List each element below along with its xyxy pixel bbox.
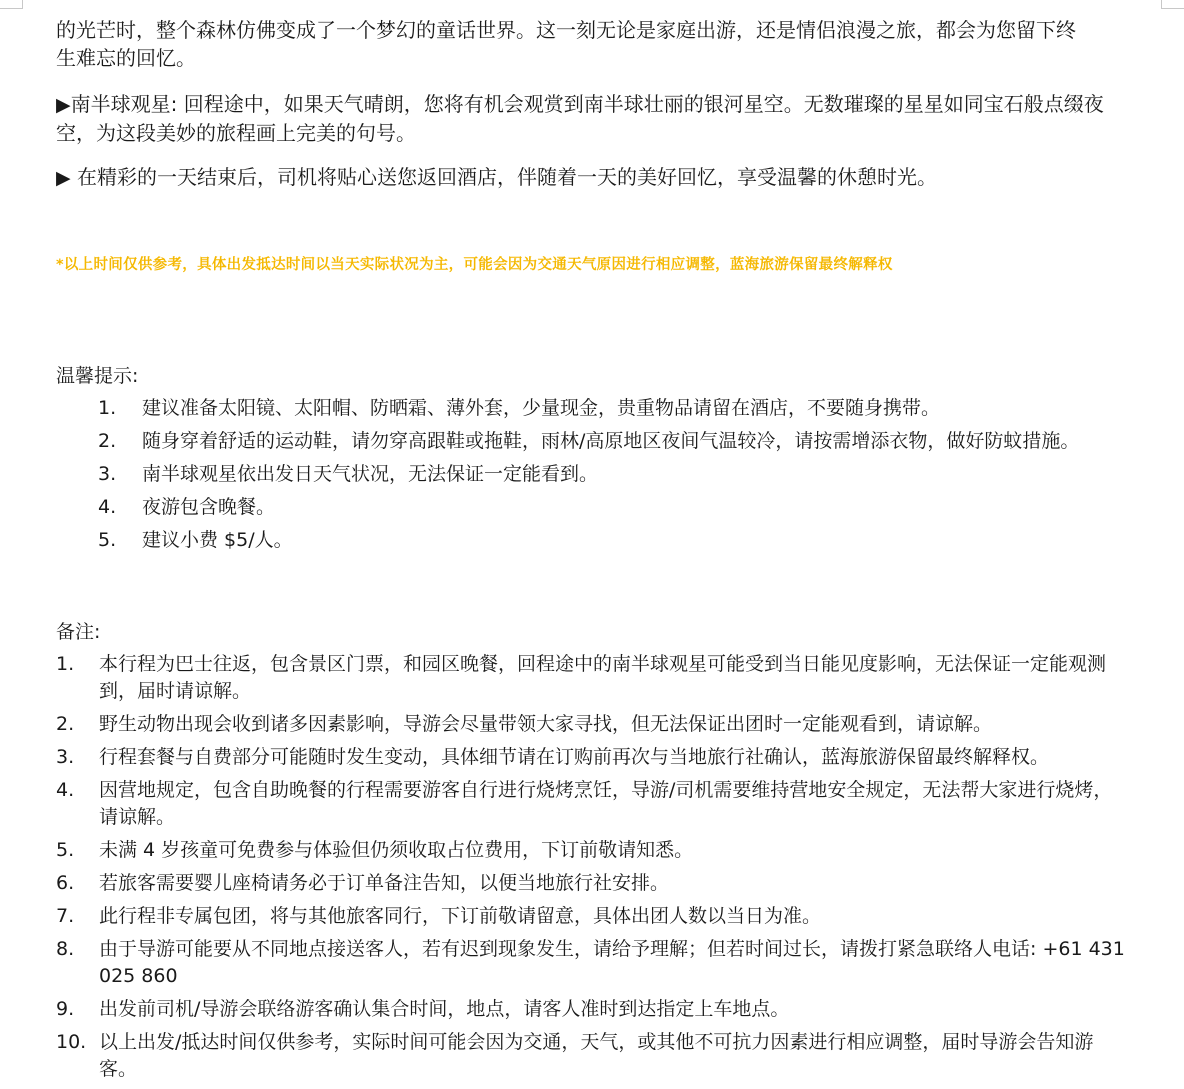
item-number: 7. (56, 905, 75, 927)
list-item (56, 837, 1131, 864)
list-item (98, 494, 1128, 521)
item-number: 4. (56, 779, 75, 801)
list-item (98, 461, 1128, 488)
item-number: 5. (98, 529, 117, 551)
stargazing-text: 南半球观星: 回程途中，如果天气晴朗，您将有机会观赏到南半球壮丽的银河星空。无数璀璨的星星如同宝石般点缀夜空，为这段美妙的旅程画上完美的句号。 (56, 92, 1104, 145)
page-corner-mark-left (0, 0, 23, 9)
item-number: 8. (56, 938, 75, 960)
item-number: 6. (56, 872, 75, 894)
play-triangle-icon: ▶ (56, 94, 71, 116)
item-text: 建议准备太阳镜、太阳帽、防晒霜、薄外套，少量现金，贵重物品请留在酒店，不要随身携带。 (142, 397, 941, 419)
tips-title: 温馨提示: (56, 365, 139, 387)
intro-text: 的光芒时，整个森林仿佛变成了一个梦幻的童话世界。这一刻无论是家庭出游，还是情侣浪漫之旅，都会为您留下终生难忘的回忆。 (56, 18, 1076, 70)
list-item (98, 395, 1128, 422)
list-item (56, 870, 1131, 897)
list-item (98, 527, 1128, 554)
item-number: 10. (56, 1031, 87, 1053)
stargazing-paragraph (56, 90, 1121, 147)
return-trip-text: 在精彩的一天结束后，司机将贴心送您返回酒店，伴随着一天的美好回忆，享受温馨的休憩时光。 (70, 165, 937, 189)
list-item (56, 711, 1131, 738)
item-text: 由于导游可能要从不同地点接送客人，若有迟到现象发生，请给予理解；但若时间过长，请拨打紧急联络人电话: +61 431 025 860 (99, 938, 1125, 987)
list-item (56, 996, 1131, 1023)
notes-title: 备注: (56, 621, 101, 643)
item-text: 此行程非专属包团，将与其他旅客同行，下订前敬请留意，具体出团人数以当日为准。 (99, 905, 822, 927)
item-text: 夜游包含晚餐。 (142, 496, 276, 518)
item-text: 本行程为巴士往返，包含景区门票，和园区晚餐，回程途中的南半球观星可能受到当日能见度影响，无法保证一定能观测到，届时请谅解。 (99, 653, 1107, 702)
item-text: 野生动物出现会收到诸多因素影响，导游会尽量带领大家寻找，但无法保证出团时一定能观看到，请谅解。 (99, 713, 993, 735)
list-item (98, 428, 1128, 455)
item-number: 5. (56, 839, 75, 861)
item-number: 3. (56, 746, 75, 768)
tips-list (98, 395, 1128, 560)
item-text: 出发前司机/导游会联络游客确认集合时间，地点，请客人准时到达指定上车地点。 (99, 998, 790, 1020)
play-triangle-icon: ▶ (56, 167, 71, 189)
item-text: 随身穿着舒适的运动鞋，请勿穿高跟鞋或拖鞋，雨林/高原地区夜间气温较冷，请按需增添衣物，做好防蚊措施。 (142, 430, 1080, 452)
list-item (56, 903, 1131, 930)
item-number: 1. (98, 397, 117, 419)
item-number: 9. (56, 998, 75, 1020)
item-number: 2. (98, 430, 117, 452)
item-number: 3. (98, 463, 117, 485)
list-item (56, 651, 1131, 705)
return-trip-paragraph (56, 163, 1121, 192)
item-number: 4. (98, 496, 117, 518)
list-item (56, 1029, 1131, 1083)
page-corner-mark-right (1161, 0, 1184, 9)
list-item (56, 777, 1131, 831)
item-text: 南半球观星依出发日天气状况，无法保证一定能看到。 (142, 463, 599, 485)
item-text: 建议小费 $5/人。 (142, 529, 293, 551)
item-text: 因营地规定，包含自助晚餐的行程需要游客自行进行烧烤烹饪，导游/司机需要维持营地安全规定，无法帮大家进行烧烤，请谅解。 (99, 779, 1113, 828)
item-number: 1. (56, 653, 75, 675)
item-text: 行程套餐与自费部分可能随时发生变动，具体细节请在订购前再次与当地旅行社确认，蓝海旅游保留最终解释权。 (99, 746, 1050, 768)
list-item (56, 936, 1131, 990)
item-text: 未满 4 岁孩童可免费参与体验但仍须收取占位费用，下订前敬请知悉。 (99, 839, 694, 861)
time-disclaimer: *以上时间仅供参考，具体出发抵达时间以当天实际状况为主，可能会因为交通天气原因进行相应调整，蓝海旅游保留最终解释权 (56, 257, 893, 273)
item-number: 2. (56, 713, 75, 735)
notes-list (56, 651, 1131, 1089)
item-text: 若旅客需要婴儿座椅请务必于订单备注告知，以便当地旅行社安排。 (99, 872, 670, 894)
intro-paragraph (56, 16, 1086, 72)
item-text: 以上出发/抵达时间仅供参考，实际时间可能会因为交通，天气，或其他不可抗力因素进行相应调整，届时导游会告知游客。 (99, 1031, 1094, 1080)
list-item (56, 744, 1131, 771)
